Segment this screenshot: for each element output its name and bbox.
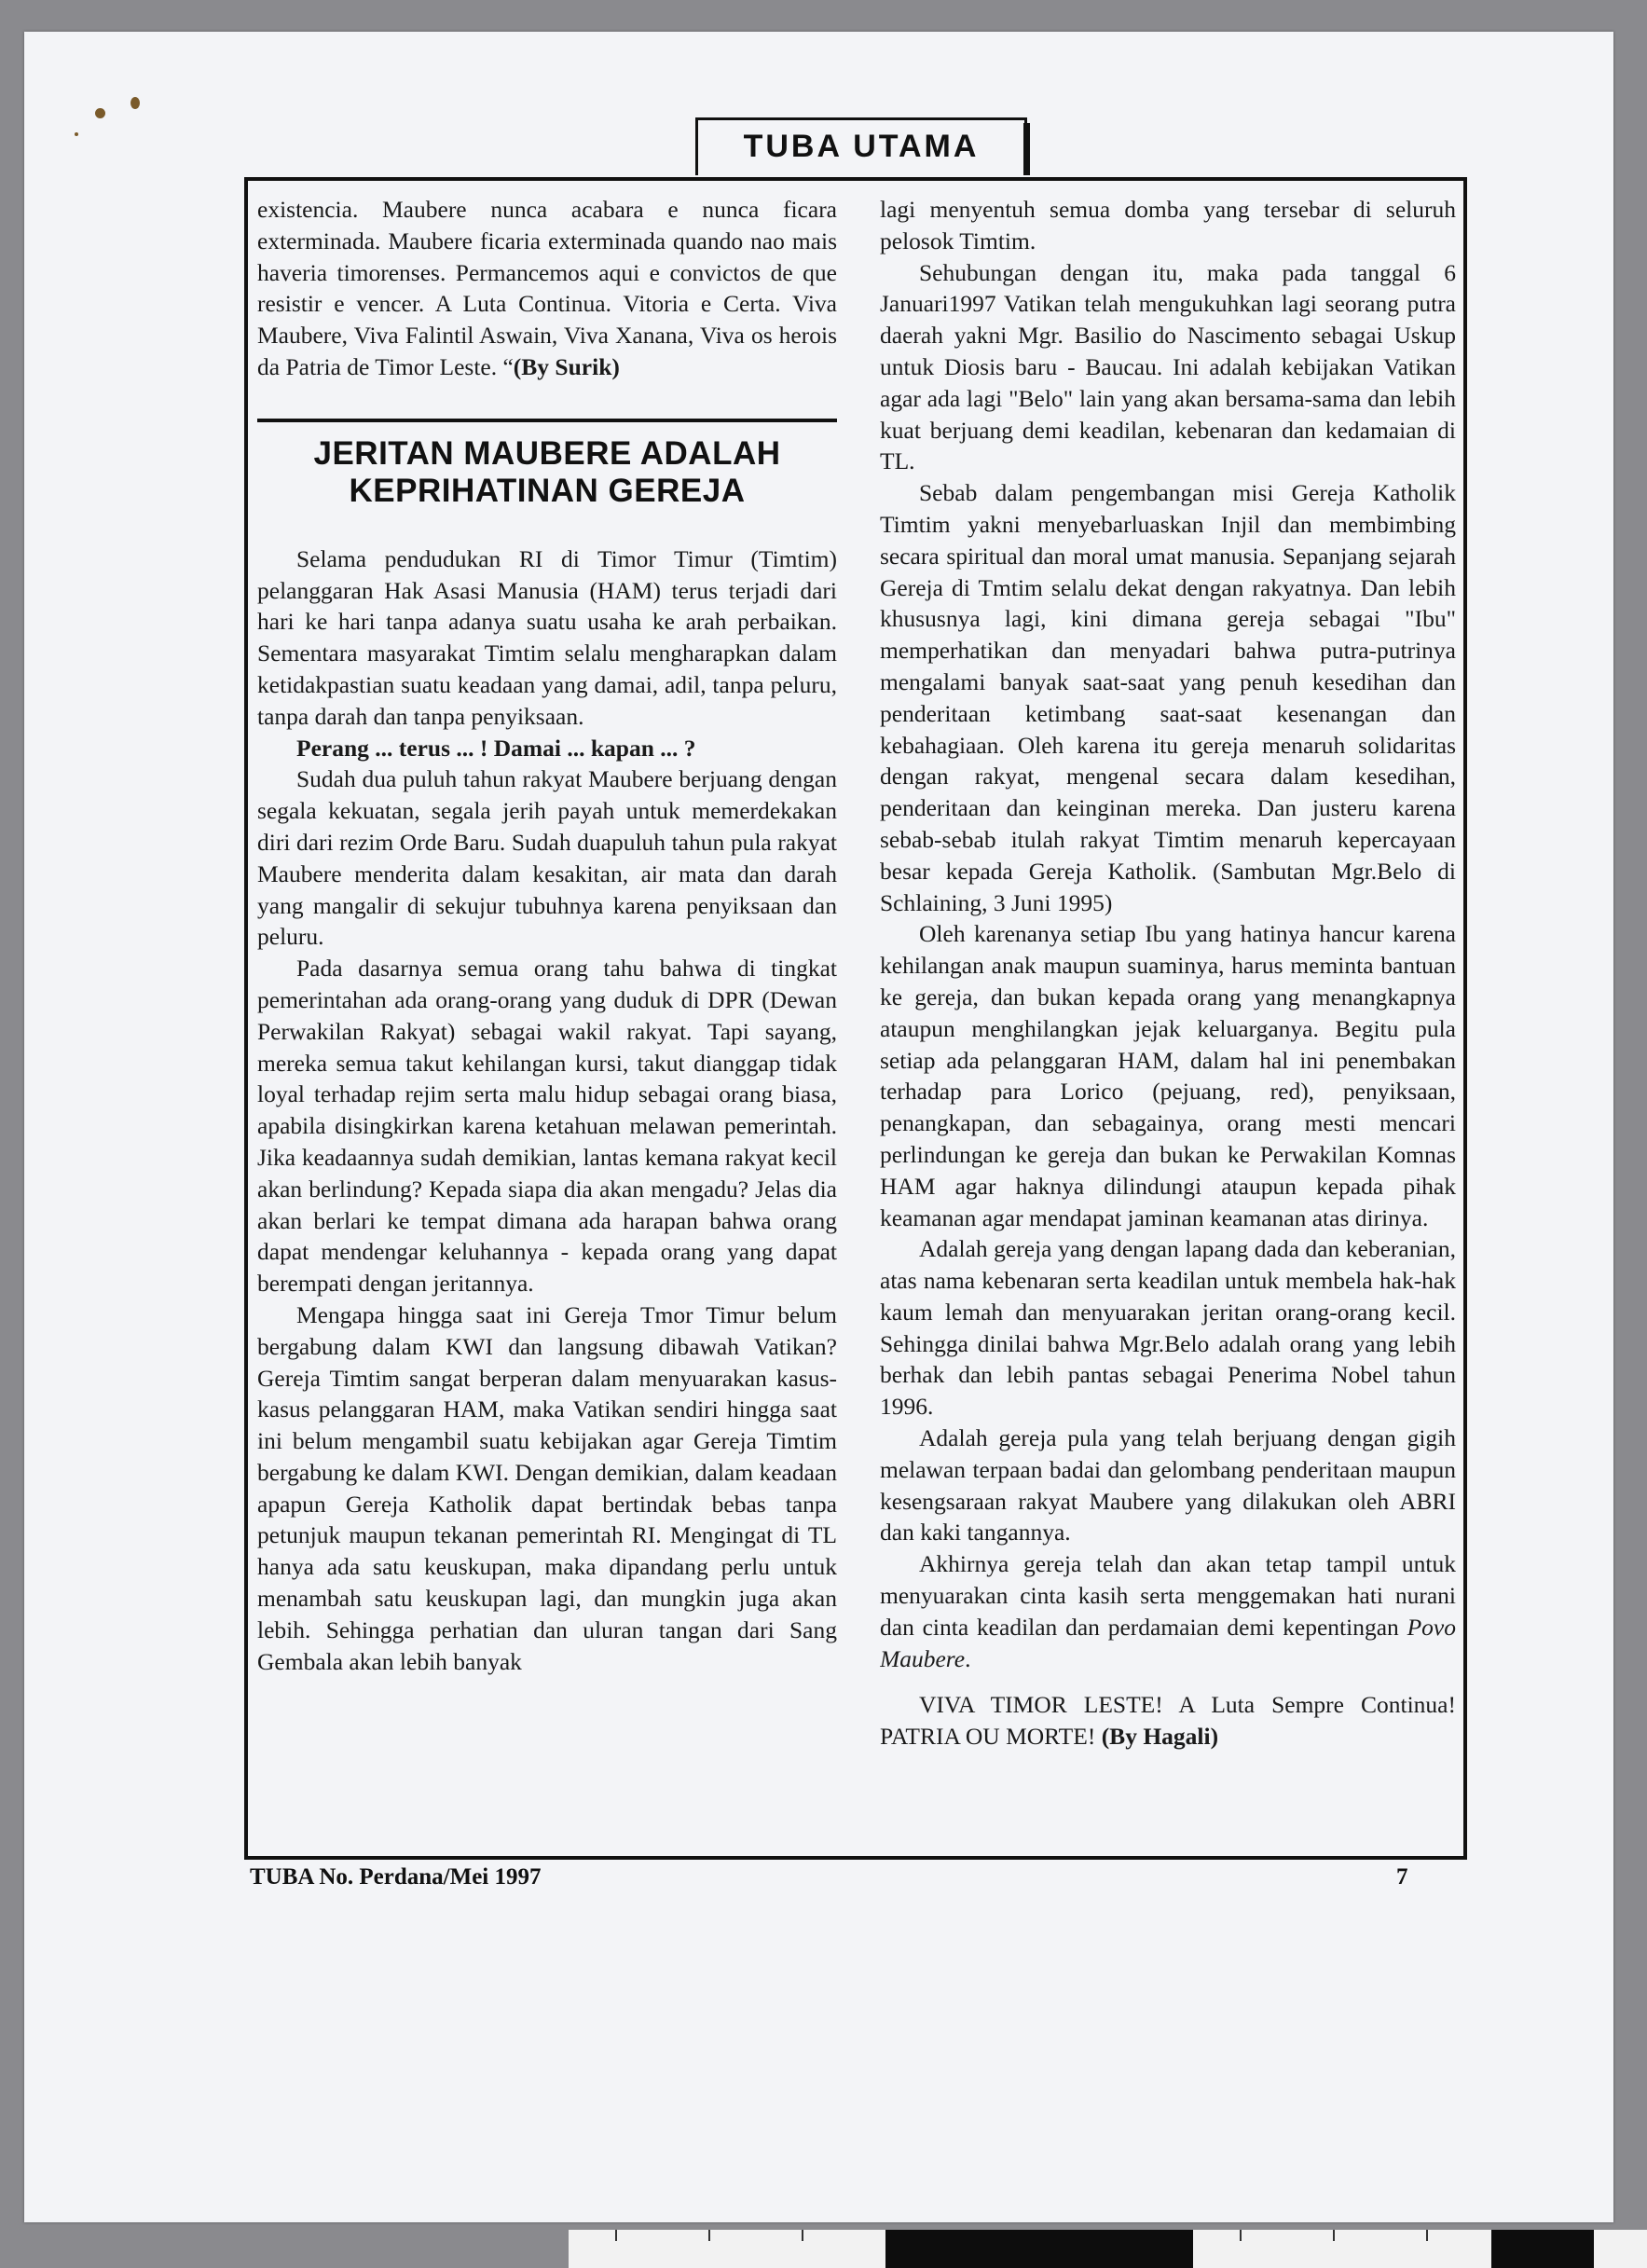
section-label: TUBA UTAMA bbox=[695, 117, 1027, 175]
paragraph: Adalah gereja yang dengan lapang dada dan keberanian, atas nama kebenaran serta keadilan untuk membela hak-hak kaum lemah dan menyuarakan jeritan orang-orang kecil. Sehingga dinilai bahwa Mgr.Belo adalah orang yang lebih berhak dan lebih pantas sebagai Penerima Nobel tahun 1996. bbox=[880, 1235, 1456, 1421]
intro-byline: (By Surik) bbox=[513, 352, 620, 380]
paragraph: Sebab dalam pengembangan misi Gereja Katholik Timtim yakni menyebarluaskan Injil dan membimbing secara spiritual dan moral umat manusia. Sepanjang sejarah Gereja di Tmtim selalu dekat dengan rakyatnya. Dan lebih khususnya lagi, kini dimana gereja sebagai "Ibu" memperhatikan dan menyadari bahwa putra-putrinya mengalami banyak saat-saat yang penuh kesedihan dan penderitaan ketimbang saat-saat kesenangan dan kebahagiaan. Oleh karena itu gereja menaruh solidaritas dengan rakyat, mengenal secara dalam kesedihan, penderitaan dan keinginan mereka. Dan justeru karena sebab-sebab itulah rakyat Timtim menaruh kepercayaan besar kepada Gereja Katholik. (Sambutan Mgr.Belo di Schlaining, 3 Juni 1995) bbox=[880, 479, 1456, 916]
footer-publication: TUBA No. Perdana/Mei 1997 bbox=[250, 1864, 542, 1890]
footer-page-number: 7 bbox=[1396, 1864, 1408, 1890]
closing-line bbox=[880, 1689, 1456, 1753]
paragraph: Sehubungan dengan itu, maka pada tanggal 6 Januari1997 Vatikan telah mengukuhkan lagi seorang putra daerah yakni Mgr. Basilio do Nascimento sebagai Uskup untuk Diosis baru - Baucau. Ini adalah kebijakan Vatikan agar ada lagi "Belo" lain yang akan bersama-sama dan lebih kuat berjuang demi keadilan, kebenaran dan kedamaian di TL. bbox=[880, 258, 1456, 475]
paragraph: Sudah dua puluh tahun rakyat Maubere berjuang dengan segala kekuatan, segala jerih payah untuk memerdekakan diri dari rezim Orde Baru. Sudah duapuluh tahun pula rakyat Maubere menderita dalam kesakitan, air mata dan darah yang mangalir di sekujur tubuhnya karena penyiksaan dan peluru. bbox=[257, 765, 837, 951]
paragraph bbox=[880, 1548, 1456, 1674]
paragraph: Mengapa hingga saat ini Gereja Tmor Timur belum bergabung dalam KWI dan langsung dibawah Vatikan? Gereja Timtim sangat berperan dalam menyuarakan kasus-kasus pelanggaran HAM, maka Vatikan sendiri hingga saat ini belum mengambil suatu kebijakan agar Gereja Timtim bergabung ke dalam KWI. Dengan demikian, dalam keadaan apapun Gereja Katholik dapat bertindak bebas tanpa petunjuk maupun tekanan pemerintah RI. Mengingat di TL hanya ada satu keuskupan, maka dipandang perlu untuk menambah satu keuskupan lagi, dan mungkin juga akan lebih. Sehingga perhatian dan uluran tangan dari Sang Gembala akan lebih banyak bbox=[257, 1300, 837, 1675]
paragraph: lagi menyentuh semua domba yang tersebar di seluruh pelosok Timtim. bbox=[880, 196, 1456, 254]
intro-paragraph bbox=[257, 194, 837, 383]
scale-ruler-tick bbox=[802, 2230, 803, 2241]
section-label-shadow bbox=[1023, 123, 1030, 175]
last-paragraph-text: Akhirnya gereja telah dan akan tetap tampil untuk menyuarakan cinta kasih serta menggemakan hati nurani dan cinta keadilan dan perdamaian demi kepentingan bbox=[880, 1550, 1456, 1641]
right-column bbox=[880, 194, 1456, 1843]
article-divider bbox=[257, 419, 837, 422]
scale-ruler-tick bbox=[1333, 2230, 1335, 2241]
last-paragraph-italic: Povo Maubere bbox=[880, 1613, 1456, 1672]
subheading: Perang ... terus ... ! Damai ... kapan ... ? bbox=[296, 734, 696, 762]
scale-ruler-tick bbox=[1426, 2230, 1428, 2241]
ink-stain bbox=[95, 108, 105, 118]
paragraph: Pada dasarnya semua orang tahu bahwa di tingkat pemerintahan ada orang-orang yang duduk di DPR (Dewan Perwakilan Rakyat) sebagai wakil rakyat. Tapi sayang, mereka semua takut kehilangan kursi, takut dianggap tidak loyal terhadap rejim serta malu hidup sebagai orang biasa, apabila disingkirkan karena ketahuan melawan pemerintah. Jika keadaannya sudah demikian, lantas kemana rakyat kecil akan berlindung? Kepada siapa dia akan mengadu? Jelas dia akan berlari ke tempat dimana ada harapan bahwa orang dapat mendengar keluhannya - kepada orang yang dapat berempati dengan jeritannya. bbox=[257, 955, 837, 1298]
paragraph: Adalah gereja pula yang telah berjuang dengan gigih melawan terpaan badai dan gelombang penderitaan maupun kesengsaraan rakyat Maubere yang dilakukan oleh ABRI dan kaki tangannya. bbox=[880, 1424, 1456, 1546]
intro-text: existencia. Maubere nunca acabara e nunca ficara exterminada. Maubere ficaria exterminada quando nao mais haveria timorenses. Permancemos aqui e convictos de que resistir e vencer. A Luta Continua. Vitoria e Certa. Viva Maubere, Viva Falintil Aswain, Viva Xanana, Viva os herois da Patria de Timor Leste. “ bbox=[257, 196, 837, 380]
closing-text: VIVA TIMOR LESTE! A Luta Sempre Continua! PATRIA OU MORTE! bbox=[880, 1691, 1456, 1751]
scale-ruler-tick bbox=[615, 2230, 617, 2241]
paragraph: Selama pendudukan RI di Timor Timur (Timtim) pelanggaran Hak Asasi Manusia (HAM) terus terjadi dari hari ke hari tanpa adanya suatu usaha ke arah perbaikan. Sementara masyarakat Timtim selalu mengharapkan dalam ketidakpastian suatu keadaan yang damai, adil, tanpa peluru, tanpa darah dan tanpa penyiksaan. bbox=[257, 544, 837, 730]
ink-stain bbox=[75, 132, 78, 136]
closing-byline: (By Hagali) bbox=[1101, 1723, 1219, 1751]
scale-ruler-block bbox=[885, 2230, 1193, 2268]
article-headline: JERITAN MAUBERE ADALAH KEPRIHATINAN GEREJA bbox=[313, 434, 781, 509]
scale-ruler-block bbox=[1491, 2230, 1594, 2268]
scale-ruler-tick bbox=[1240, 2230, 1242, 2241]
scale-ruler-tick bbox=[708, 2230, 710, 2241]
paragraph: Oleh karenanya setiap Ibu yang hatinya hancur karena kehilangan anak maupun suaminya, harus meminta bantuan ke gereja, dan bukan kepada orang yang menangkapnya ataupun menghilangkan jejak keluarganya. Begitu pula setiap ada pelanggaran HAM, dalam hal ini penembakan terhadap para Lorico (pejuang, red), penyiksaan, penangkapan, dan sebagainya, orang mesti mencari perlindungan ke gereja dan bukan ke Perwakilan Komnas HAM agar haknya dilindungi ataupun kepada pihak keamanan agar mendapat jaminan keamanan atas dirinya. bbox=[880, 920, 1456, 1231]
article-frame bbox=[244, 177, 1467, 1860]
ink-stain bbox=[130, 97, 140, 109]
left-column bbox=[257, 194, 837, 1843]
last-paragraph-end: . bbox=[965, 1644, 971, 1672]
